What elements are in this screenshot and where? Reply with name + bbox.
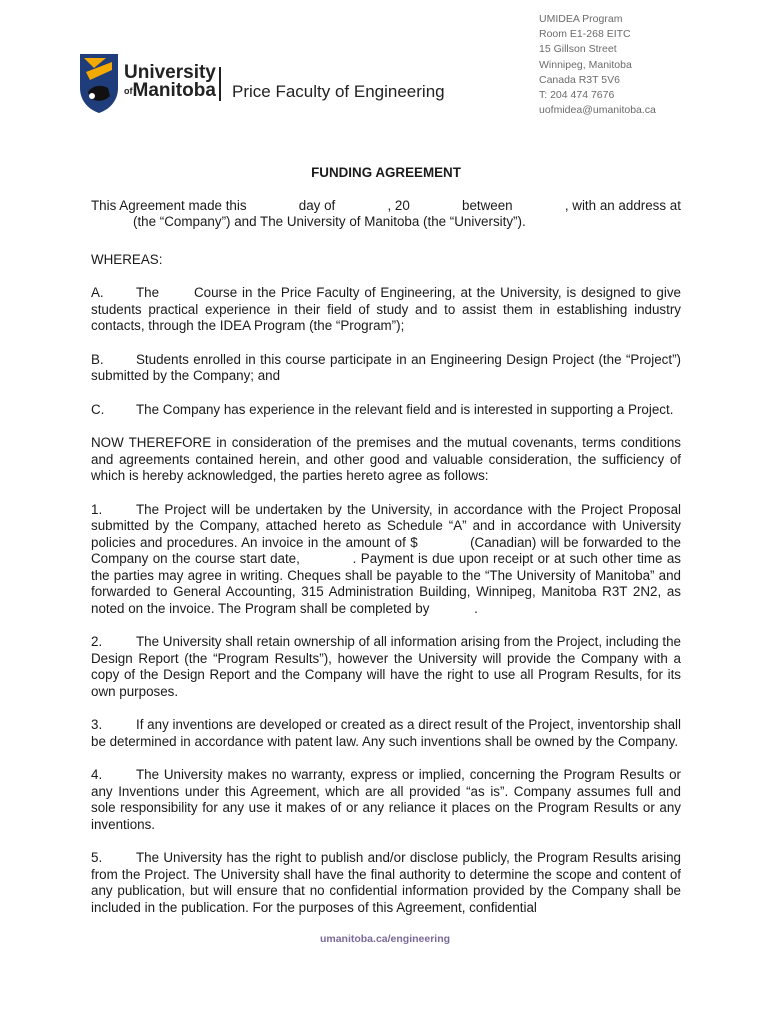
intro-paragraph (91, 198, 681, 231)
intro-part: , with an address at (564, 197, 681, 213)
clause-text: The University has the right to publish and/or disclose publicly, the Program Results arising from the Project. The University shall have the final authority to determine the scope and content of any publication, but will ensure that no confidential information provided by the Company shall be included in the publication. For the purposes of this Agreement, confidential (91, 850, 681, 915)
wordmark-line2: Manitoba (132, 80, 216, 101)
address-line: T: 204 474 7676 (539, 89, 615, 102)
address-line: Winnipeg, Manitoba (539, 58, 632, 71)
recital-text: Students enrolled in this course participate in an Engineering Design Project (the “Project”) submitted by the Company; and (91, 351, 681, 383)
clause-3 (91, 717, 681, 750)
clause-label: 1. (91, 501, 103, 517)
clause-4 (91, 767, 681, 833)
recital-c (91, 402, 681, 419)
intro-part: This Agreement made this (91, 197, 247, 213)
university-wordmark (124, 64, 216, 100)
clause-5 (91, 850, 681, 916)
clause-1 (91, 501, 685, 618)
address-line: Canada R3T 5V6 (539, 73, 620, 86)
clause-text: The University makes no warranty, express or implied, concerning the Program Results or any Inventions under this Agreement, which are all provided “as is”. Company assumes full and sole responsibility for any use it makes of or any reliance it places on the Program Results or any inventions. (91, 767, 681, 832)
document-title: FUNDING AGREEMENT (311, 165, 461, 180)
address-line: uofmidea@umanitoba.ca (539, 104, 656, 117)
recital-text: Course in the Price Faculty of Engineering, at the University, is designed to give students practical experience in their field of study and to assist them in establishing industry contacts, through the IDEA Program (the “Program”); (91, 285, 681, 333)
faculty-name: Price Faculty of Engineering (232, 82, 445, 101)
address-line: UMIDEA Program (539, 13, 623, 25)
intro-line2: (the “Company”) and The University of Manitoba (the “University”). (133, 214, 526, 229)
clause-label: 2. (91, 634, 103, 649)
recital-b (91, 352, 681, 385)
recital-text-before: The (136, 285, 160, 300)
recital-label: B. (91, 351, 104, 367)
recital-label: C. (91, 401, 105, 417)
footer-url: umanitoba.ca/engineering (319, 933, 451, 945)
intro-part: between (462, 197, 513, 213)
clause-label: 5. (91, 850, 103, 865)
logo-divider (219, 67, 221, 101)
whereas-heading: WHEREAS: (91, 251, 163, 267)
recital-text: The Company has experience in the relevant field and is interested in supporting a Project. (136, 401, 674, 417)
shield-icon (78, 52, 120, 114)
clause-2 (91, 634, 681, 700)
university-logo (78, 52, 445, 116)
clause-text: The Project will be undertaken by the University, in accordance with the Project Proposal submitted by the Company, attached hereto as Schedule “A” and in accordance with University policies and procedures. An invoice in the amount of $ (Canadian) will be forwarded to the Company on the course start date, . Payment is due upon receipt or at such other time as the parties may agree in writing. Cheques shall be payable to the “The University of Manitoba” and forwarded to General Accounting, 315 Administration Building, Winnipeg, Manitoba R3T 2N2, as noted on the invoice. The Program shall be completed by . (91, 501, 685, 616)
intro-part: day of (298, 197, 336, 213)
now-therefore-paragraph: NOW THEREFORE in consideration of the premises and the mutual covenants, terms conditions and agreements contained herein, and other good and valuable consideration, the sufficiency of which is hereby acknowledged, the parties hereto agree as follows: (91, 435, 681, 483)
agreement-body (91, 165, 685, 933)
clause-text: The University shall retain ownership of all information arising from the Project, including the Design Report (the “Program Results”), however the University will provide the Company with a copy of the Design Report and the Company will have the right to use all Program Results, for its own purposes. (91, 634, 681, 699)
recital-a (91, 285, 681, 335)
address-line: 15 Gillson Street (539, 43, 617, 56)
program-address (539, 12, 759, 118)
clause-label: 4. (91, 767, 103, 782)
wordmark-line1: University (124, 62, 216, 83)
clause-text: If any inventions are developed or created as a direct result of the Project, inventorship shall be determined in accordance with patent law. Any such inventions shall be owned by the Company. (91, 717, 681, 749)
intro-part: , 20 (387, 197, 410, 213)
wordmark-of: of (124, 86, 133, 96)
address-line: Room E1-268 EITC (539, 28, 631, 41)
recital-label: A. (91, 285, 104, 300)
clause-label: 3. (91, 717, 103, 732)
